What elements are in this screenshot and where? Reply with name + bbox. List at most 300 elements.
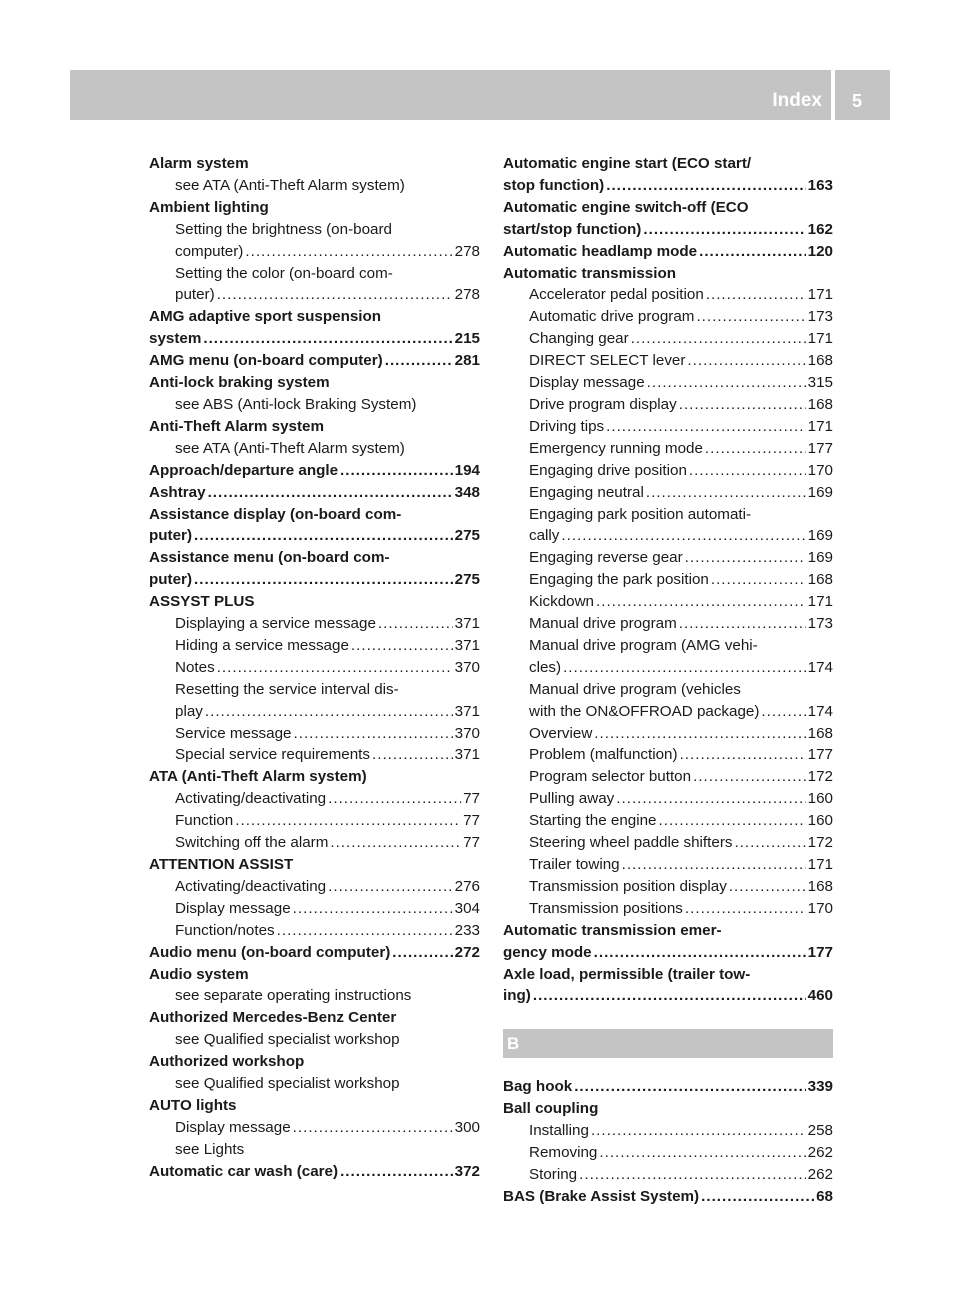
entry-label: Drive program display (529, 395, 677, 413)
dot-leader (631, 328, 806, 350)
page-reference[interactable]: 371 (454, 636, 480, 654)
page-reference[interactable]: 168 (807, 571, 833, 589)
index-heading (503, 942, 833, 964)
entry-label: Displaying a service message (175, 615, 376, 633)
page-reference[interactable]: 171 (807, 330, 833, 348)
entry-label: Authorized workshop (149, 1053, 305, 1071)
index-subentry (149, 438, 480, 460)
index-subentry (149, 876, 480, 898)
index-subentry (503, 898, 833, 920)
entry-label: Hiding a service message (175, 636, 349, 654)
page-reference[interactable]: 304 (454, 899, 480, 917)
entry-label: Automatic transmission emer- (503, 921, 722, 939)
dot-leader (561, 525, 805, 547)
index-subentry (149, 241, 480, 263)
page-reference[interactable]: 160 (807, 790, 833, 808)
index-heading (149, 328, 480, 350)
entry-label: start/stop function) (503, 220, 642, 238)
page-reference[interactable]: 162 (807, 220, 833, 238)
dot-leader (687, 350, 805, 372)
entry-label: Engaging park position automati- (529, 505, 752, 523)
entry-label: Activating/deactivating (175, 790, 327, 808)
entry-label: Driving tips (529, 417, 605, 435)
entry-label: Automatic car wash (care) (149, 1162, 339, 1180)
index-heading (149, 1007, 480, 1029)
entry-label: Kickdown (529, 593, 594, 611)
index-subentry (503, 854, 833, 876)
dot-leader (372, 744, 453, 766)
entry-label: AUTO lights (149, 1096, 237, 1114)
dot-leader (235, 810, 461, 832)
page-reference[interactable]: 276 (454, 877, 480, 895)
index-subentry (149, 657, 480, 679)
entry-label: Assistance menu (on-board com- (149, 549, 390, 567)
page-reference[interactable]: 278 (454, 242, 480, 260)
entry-label: Activating/deactivating (175, 877, 327, 895)
entry-label: Starting the engine (529, 812, 657, 830)
dot-leader (606, 175, 805, 197)
entry-label: AMG adaptive sport suspension (149, 308, 382, 326)
dot-leader (205, 701, 453, 723)
dot-leader (689, 460, 806, 482)
dot-leader (293, 1117, 453, 1139)
page-reference[interactable]: 174 (807, 658, 833, 676)
page-reference[interactable]: 173 (807, 308, 833, 326)
dot-leader (217, 284, 453, 306)
page-reference[interactable]: 262 (807, 1144, 833, 1162)
entry-label: Manual drive program (vehicles (529, 680, 741, 698)
index-subentry (503, 438, 833, 460)
page-reference[interactable]: 460 (807, 987, 833, 1005)
dot-leader (203, 328, 452, 350)
index-heading (149, 197, 480, 219)
index-heading (149, 372, 480, 394)
entry-label: Emergency running mode (529, 439, 703, 457)
index-heading (149, 416, 480, 438)
dot-leader (685, 547, 806, 569)
dot-leader (599, 1142, 805, 1164)
page-number: 5 (852, 91, 863, 111)
index-heading (149, 569, 480, 591)
entry-label: Automatic transmission (503, 264, 677, 282)
index-subentry (149, 1117, 480, 1139)
page-reference[interactable]: 160 (807, 812, 833, 830)
index-subentry (503, 766, 833, 788)
header-separator (831, 70, 835, 120)
page-reference[interactable]: 163 (807, 176, 833, 194)
index-heading (149, 460, 480, 482)
index-subentry (503, 591, 833, 613)
index-subentry (503, 876, 833, 898)
page-reference[interactable]: 174 (807, 702, 833, 720)
index-subentry (149, 263, 480, 285)
page-reference[interactable]: 168 (807, 877, 833, 895)
index-heading (503, 263, 833, 285)
entry-label: Automatic engine switch-off (ECO (503, 198, 749, 216)
entry-label: see Qualified specialist workshop (175, 1031, 400, 1049)
index-heading (149, 942, 480, 964)
index-heading (149, 153, 480, 175)
dot-leader (699, 241, 806, 263)
entry-label: Notes (175, 658, 215, 676)
entry-label: Installing (529, 1122, 589, 1140)
entry-label: Switching off the alarm (175, 834, 329, 852)
entry-label: Trailer towing (529, 856, 620, 873)
index-heading (149, 306, 480, 328)
entry-label: Anti-Theft Alarm system (149, 417, 324, 435)
page-reference[interactable]: 170 (807, 899, 833, 917)
dot-leader (696, 306, 805, 328)
page-reference[interactable]: 177 (807, 439, 833, 457)
page-title: Index (772, 90, 822, 111)
entry-label: system (149, 330, 202, 348)
page-reference[interactable]: 168 (807, 395, 833, 413)
entry-label: see ABS (Anti-lock Braking System) (175, 395, 417, 413)
entry-label: Function (175, 812, 234, 830)
dot-leader (217, 657, 453, 679)
entry-label: puter) (149, 571, 193, 589)
entry-label: see Lights (175, 1140, 245, 1158)
index-heading (503, 1076, 833, 1098)
entry-label: stop function) (503, 176, 605, 194)
entry-label: computer) (175, 242, 244, 260)
index-heading (149, 1161, 480, 1183)
entry-label: Ambient lighting (149, 198, 269, 216)
dot-leader (659, 810, 806, 832)
index-subentry (503, 657, 833, 679)
index-heading (503, 1186, 833, 1208)
page-reference[interactable]: 275 (454, 527, 480, 545)
index-subentry (149, 284, 480, 306)
page-reference[interactable]: 258 (807, 1122, 833, 1140)
entry-label: Special service requirements (175, 746, 370, 764)
entry-label: ATTENTION ASSIST (149, 856, 294, 873)
index-subentry (149, 832, 480, 854)
dot-leader (293, 898, 453, 920)
page-reference[interactable]: 300 (454, 1118, 480, 1136)
page-reference[interactable]: 348 (454, 483, 480, 501)
entry-label: Authorized Mercedes-Benz Center (149, 1009, 397, 1027)
index-heading (503, 241, 833, 263)
entry-label: with the ON&OFFROAD package) (529, 702, 760, 720)
index-heading (149, 766, 480, 788)
dot-leader (294, 723, 453, 745)
index-subentry (503, 284, 833, 306)
index-subentry (503, 810, 833, 832)
index-subentry (149, 1139, 480, 1161)
page-reference[interactable]: 215 (454, 330, 480, 348)
entry-label: Removing (529, 1144, 598, 1162)
entry-label: Problem (malfunction) (529, 746, 678, 764)
page-reference[interactable]: 372 (454, 1162, 480, 1180)
entry-label: see ATA (Anti-Theft Alarm system) (175, 439, 405, 457)
index-subentry (149, 920, 480, 942)
dot-leader (680, 744, 806, 766)
index-subentry (149, 744, 480, 766)
entry-label: Display message (175, 899, 291, 917)
dot-leader (194, 525, 453, 547)
dot-leader (679, 613, 806, 635)
index-subentry (503, 569, 833, 591)
index-subentry (503, 547, 833, 569)
index-subentry (149, 1029, 480, 1051)
index-heading (149, 854, 480, 876)
index-heading (503, 920, 833, 942)
entry-label: Automatic drive program (529, 308, 695, 326)
index-subentry (149, 985, 480, 1007)
page-reference[interactable]: 77 (463, 812, 480, 830)
index-subentry (503, 328, 833, 350)
index-heading (503, 175, 833, 197)
dot-leader (679, 394, 806, 416)
entry-label: DIRECT SELECT lever (529, 352, 686, 370)
entry-label: Setting the brightness (on-board (175, 220, 392, 238)
index-heading (149, 964, 480, 986)
page-reference[interactable]: 371 (454, 746, 480, 764)
entry-label: puter) (175, 286, 215, 304)
page-reference[interactable]: 177 (807, 746, 833, 764)
page-reference[interactable]: 168 (807, 352, 833, 370)
entry-label: Audio system (149, 965, 249, 983)
entry-label: Transmission position display (529, 877, 727, 895)
entry-label: Resetting the service interval dis- (175, 680, 399, 698)
entry-label: BAS (Brake Assist System) (503, 1187, 700, 1205)
index-heading (503, 964, 833, 986)
page-reference[interactable]: 172 (807, 768, 833, 786)
dot-leader (685, 898, 806, 920)
index-heading (149, 1051, 480, 1073)
index-subentry (149, 679, 480, 701)
dot-leader (596, 591, 806, 613)
index-subentry (149, 219, 480, 241)
dot-leader (392, 942, 452, 964)
index-heading (503, 985, 833, 1007)
page-reference[interactable]: 370 (454, 724, 480, 742)
entry-label: cally (529, 527, 560, 545)
entry-label: Engaging the park position (529, 571, 709, 589)
entry-label: Approach/departure angle (149, 461, 339, 479)
page-reference[interactable]: 170 (807, 461, 833, 479)
index-subentry (503, 416, 833, 438)
entry-label: Manual drive program (529, 615, 677, 633)
page-reference[interactable]: 171 (807, 856, 833, 873)
header-bar (70, 70, 890, 120)
page-reference[interactable]: 233 (454, 921, 480, 939)
index-subentry (503, 306, 833, 328)
entry-label: Display message (175, 1118, 291, 1136)
entry-label: Audio menu (on-board computer) (149, 943, 391, 961)
page-reference[interactable]: 275 (454, 571, 480, 589)
entry-label: Axle load, permissible (trailer tow- (503, 965, 751, 983)
index-heading (149, 504, 480, 526)
entry-label: Ball coupling (503, 1100, 599, 1118)
dot-leader (701, 1186, 814, 1208)
page-reference[interactable]: 281 (454, 352, 480, 370)
index-subentry (503, 1120, 833, 1142)
dot-leader (277, 920, 453, 942)
dot-leader (643, 219, 805, 241)
entry-label: Overview (529, 724, 593, 742)
dot-leader (734, 832, 805, 854)
dot-leader (729, 876, 806, 898)
page-reference[interactable]: 194 (454, 461, 480, 479)
dot-leader (761, 701, 805, 723)
index-subentry (503, 1142, 833, 1164)
entry-label: Engaging neutral (529, 483, 644, 501)
index-heading (503, 219, 833, 241)
index-heading (503, 1098, 833, 1120)
index-heading (149, 547, 480, 569)
entry-label: Setting the color (on-board com- (175, 264, 393, 282)
page-reference[interactable]: 171 (807, 286, 833, 304)
entry-label: Anti-lock braking system (149, 374, 330, 392)
dot-leader (711, 569, 806, 591)
dot-leader (330, 832, 461, 854)
dot-leader (328, 876, 453, 898)
dot-leader (622, 854, 806, 876)
page-reference[interactable]: 168 (807, 724, 833, 742)
dot-leader (245, 241, 452, 263)
entry-label: Function/notes (175, 921, 275, 939)
entry-label: gency mode (503, 943, 592, 961)
dot-leader (646, 482, 806, 504)
page-reference[interactable]: 339 (807, 1078, 833, 1096)
entry-label: ATA (Anti-Theft Alarm system) (149, 768, 367, 786)
index-column-left (149, 153, 480, 1183)
index-heading (149, 350, 480, 372)
dot-leader (616, 788, 805, 810)
index-subentry (149, 788, 480, 810)
dot-leader (208, 482, 453, 504)
entry-label: Automatic engine start (ECO start/ (503, 155, 752, 172)
entry-label: puter) (149, 527, 193, 545)
entry-label: see separate operating instructions (175, 987, 412, 1005)
index-subentry (503, 701, 833, 723)
index-subentry (503, 788, 833, 810)
page-reference[interactable]: 171 (807, 417, 833, 435)
page-reference[interactable]: 169 (807, 527, 833, 545)
index-subentry (503, 613, 833, 635)
entry-label: AMG menu (on-board computer) (149, 352, 383, 370)
page-reference[interactable]: 169 (807, 483, 833, 501)
page-reference[interactable]: 120 (807, 242, 833, 260)
entry-label: Ashtray (149, 483, 206, 501)
dot-leader (591, 1120, 806, 1142)
index-subentry (149, 635, 480, 657)
index-subentry (149, 613, 480, 635)
index-subentry (503, 723, 833, 745)
entry-label: play (175, 702, 203, 720)
page-reference[interactable]: 177 (807, 943, 833, 961)
dot-leader (385, 350, 453, 372)
dot-leader (340, 1161, 453, 1183)
page-reference[interactable]: 371 (454, 702, 480, 720)
dot-leader (378, 613, 453, 635)
dot-leader (606, 416, 806, 438)
dot-leader (706, 284, 806, 306)
index-heading (503, 197, 833, 219)
dot-leader (574, 1076, 805, 1098)
page-reference[interactable]: 77 (463, 834, 480, 852)
page-reference[interactable]: 68 (816, 1187, 833, 1205)
page-reference[interactable]: 169 (807, 549, 833, 567)
entry-label: Transmission positions (529, 899, 683, 917)
entry-label: ASSYST PLUS (149, 593, 255, 611)
entry-label: Storing (529, 1165, 578, 1183)
entry-label: Alarm system (149, 155, 249, 172)
index-heading (149, 591, 480, 613)
page-reference[interactable]: 371 (454, 615, 480, 633)
index-subentry (503, 744, 833, 766)
dot-leader (563, 657, 806, 679)
index-subentry (503, 832, 833, 854)
page-reference[interactable]: 315 (807, 374, 833, 392)
page-reference[interactable]: 278 (454, 286, 480, 304)
index-subentry (503, 350, 833, 372)
index-heading (149, 525, 480, 547)
dot-leader (594, 942, 806, 964)
dot-leader (351, 635, 453, 657)
dot-leader (194, 569, 453, 591)
page-reference[interactable]: 370 (454, 658, 480, 676)
index-subentry (149, 898, 480, 920)
entry-label: Assistance display (on-board com- (149, 505, 402, 523)
dot-leader (533, 985, 806, 1007)
index-heading (149, 1095, 480, 1117)
entry-label: Manual drive program (AMG vehi- (529, 636, 758, 654)
index-subentry (503, 679, 833, 701)
entry-label: Display message (529, 374, 645, 392)
section-header: B (503, 1029, 833, 1058)
dot-leader (705, 438, 806, 460)
page-reference[interactable]: 272 (454, 943, 480, 961)
index-column-right (503, 153, 833, 1208)
page-reference[interactable]: 171 (807, 593, 833, 611)
index-subentry (503, 394, 833, 416)
index-heading (503, 153, 833, 175)
page-reference[interactable]: 77 (463, 790, 480, 808)
dot-leader (693, 766, 806, 788)
index-subentry (503, 482, 833, 504)
index-subentry (149, 810, 480, 832)
dot-leader (594, 723, 805, 745)
index-subentry (149, 723, 480, 745)
entry-label: see Qualified specialist workshop (175, 1075, 400, 1093)
index-subentry (503, 635, 833, 657)
index-subentry (503, 460, 833, 482)
entry-label: Steering wheel paddle shifters (529, 834, 733, 852)
index-subentry (503, 504, 833, 526)
dot-leader (647, 372, 806, 394)
page-reference[interactable]: 262 (807, 1165, 833, 1183)
entry-label: Accelerator pedal position (529, 286, 704, 304)
page-reference[interactable]: 173 (807, 615, 833, 633)
entry-label: cles) (529, 658, 562, 676)
index-subentry (149, 175, 480, 197)
dot-leader (340, 460, 453, 482)
index-subentry (149, 701, 480, 723)
entry-label: Engaging reverse gear (529, 549, 683, 567)
index-subentry (149, 394, 480, 416)
dot-leader (579, 1164, 806, 1186)
entry-label: Changing gear (529, 330, 629, 348)
entry-label: Pulling away (529, 790, 615, 808)
entry-label: see ATA (Anti-Theft Alarm system) (175, 176, 405, 194)
page-reference[interactable]: 172 (807, 834, 833, 852)
index-subentry (503, 525, 833, 547)
index-subentry (503, 372, 833, 394)
index-heading (149, 482, 480, 504)
